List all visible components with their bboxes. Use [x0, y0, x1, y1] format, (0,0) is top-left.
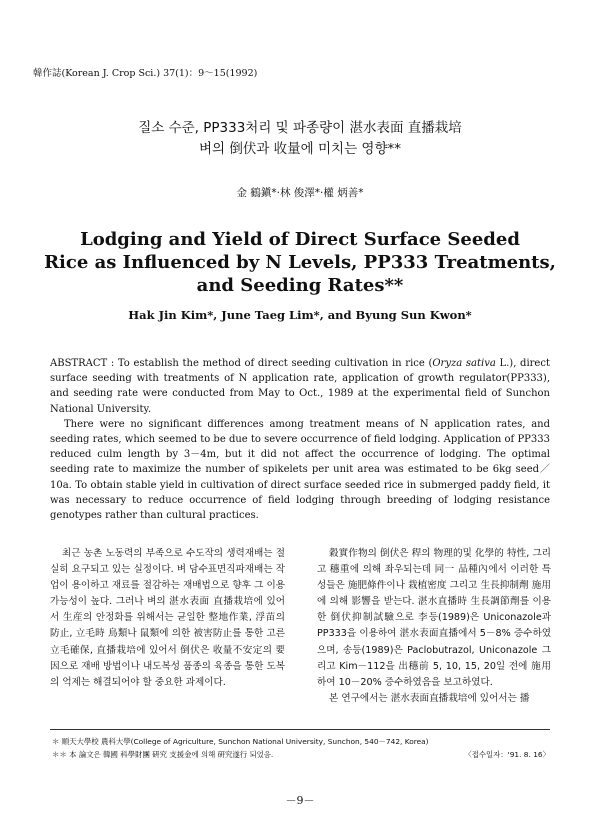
- body-paragraph: 본 연구에서는 湛水表面直播栽培에 있어서는 播: [329, 692, 530, 704]
- page-number: －9－: [285, 794, 315, 807]
- abstract-paragraph-1: [50, 356, 550, 417]
- footnote-funding: ＊＊ 本 論文은 韓國 科學財團 硏究 支援金에 의해 硏究遂行 되었음.: [52, 750, 274, 759]
- english-title-line1: Lodging and Yield of Direct Surface Seeded: [80, 229, 520, 250]
- english-title-line3: and Seeding Rates**: [196, 275, 404, 296]
- korean-authors: 金 鶴鎭*·林 俊澤*·權 炳善*: [236, 187, 364, 199]
- received-date: 〈접수일자：'91. 8. 16〉: [464, 750, 550, 759]
- korean-title-line2: 벼의 倒伏과 收量에 미치는 영향**: [198, 141, 402, 157]
- species-name: Oryza sativa: [432, 358, 496, 369]
- body-column-right: [317, 546, 551, 707]
- abstract-text-b: L.), direct surface seeding with treatments of N application rate, application of growth regulator(PP333), and seeding rate were conducted from May to Oct., 1989 at the experimental field of Sunchon National University.: [50, 358, 550, 415]
- body-paragraph: 최근 농촌 노동력의 부족으로 수도작의 생력재배는 절실히 요구되고 있는 실정이다. 벼 담수표면직파재배는 작업이 용이하고 재료를 절감하는 재배법으로 향후 그 이용 가능성이 높다. 그러나 벼의 湛水表面 直播栽培에 있어서 生産의 안정화를 위해서는 균일한 整地作業, 浮苗의 防止, 立毛時 鳥類나 鼠類에 의한 被害防止를 통한 고른 立毛確保, 直播栽培에 있어서 倒伏은 收量不安定의 要因으로 재배 방법이나 내도복성 품종의 육종을 통한 도복의 억제는 해결되어야 할 중요한 과제이다.: [50, 548, 285, 688]
- abstract-label: ABSTRACT :: [50, 358, 115, 369]
- footnote-divider: [50, 729, 550, 730]
- journal-citation: 韓作誌(Korean J. Crop Sci.) 37(1)：9～15(1992): [33, 68, 258, 79]
- body-column-left: [50, 546, 285, 691]
- body-paragraph: 穀實作物의 倒伏은 稈의 物理的및 化學的 特性, 그리고 穗重에 의해 좌우되는데 同一 品種內에서 이러한 특성들은 施肥條件이나 栽植密度 그리고 生長抑制劑 施用에 의해 影響을 받는다. 湛水直播時 生長調節劑를 이용한 倒伏抑制試驗으로 李등(1989)은 Uniconazole과 PP333을 이용하여 湛水表面直播에서 5－8% 증수하였으며, 송등(1989)은 Paclobutrazol, Uniconazole 그리고 Kim－112을 出穗前 5, 10, 15, 20일 전에 施用하여 10－20% 증수하였음을 보고하였다.: [317, 548, 551, 688]
- abstract-text-a: To establish the method of direct seeding cultivation in rice (: [114, 358, 433, 369]
- english-authors: Hak Jin Kim*, June Taeg Lim*, and Byung Sun Kwon*: [128, 308, 472, 322]
- english-title-line2: Rice as Influenced by N Levels, PP333 Treatments,: [44, 252, 556, 273]
- abstract: [50, 356, 550, 523]
- abstract-paragraph-2: There were no significant differences among treatment means of N application rates, and seeding rates, which seemed to be due to severe occurrence of field lodging. Application of PP333 reduced culm length by 3－4m, but it did not affect the occurrence of lodging. The optimal seeding rate to maximize the number of spikelets per unit area was estimated to be 6kg seed／10a. To obtain stable yield in cultivation of direct surface seeded rice in submerged paddy field, it was necessary to reduce occurrence of field lodging through breeding of lodging resistance genotypes rather than cultural practices.: [50, 418, 550, 522]
- footnote-affiliation: ＊ 順天大學校 農科大學(College of Agriculture, Sunchon National University, Sunchon, 540－742, Korea): [52, 737, 429, 746]
- korean-title-line1: 질소 수준, PP333처리 및 파종량이 湛水表面 直播栽培: [138, 120, 462, 136]
